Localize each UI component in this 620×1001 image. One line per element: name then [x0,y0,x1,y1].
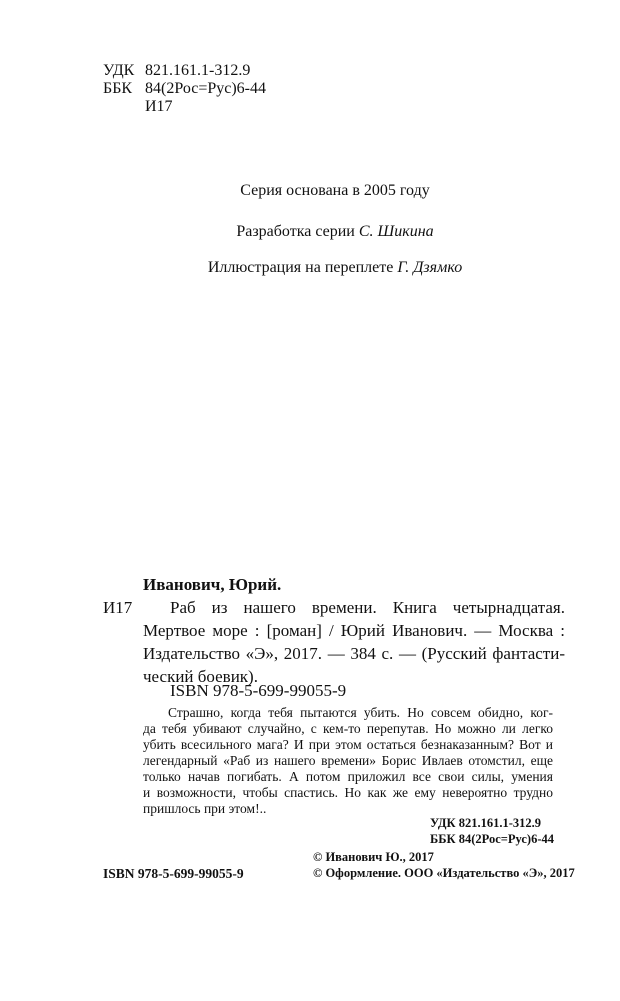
annotation-line: убить всесильного мага? И при этом остаться безнаказанным? Вот и [143,737,553,752]
illustration-name: Г. Дзямко [397,259,463,276]
catalog-line: Раб из нашего времени. Книга четырнадцатая. [170,598,565,617]
bbk-code: 84(2Рос=Рус)6-44 [145,80,267,97]
catalog-line: Мертвое море : [роман] / Юрий Иванович. — Москва : [143,621,565,640]
development-name: С. Шикина [358,223,434,240]
annotation-line: и возможности, чтобы спастись. Но как же ему невероятно трудно [143,785,553,800]
cover-illustration [0,259,620,277]
annotation-line: Страшно, когда тебя пытаются убить. Но совсем обидно, ког- [168,705,553,720]
copyright-author: © Иванович Ю., 2017 [313,850,434,864]
catalog-line: Издательство «Э», 2017. — 384 с. — (Русский фантасти- [143,644,565,663]
annotation-line: только начав погибать. А потом приложил все свои силы, умения [143,769,553,784]
series-founded: Серия основана в 2005 году [240,182,430,199]
copyright-design: © Оформление. ООО «Издательство «Э», 2017 [313,866,575,880]
annotation-bbk: ББК 84(2Рос=Рус)6-44 [430,832,554,846]
udk-line [103,62,250,80]
annotation-line: да тебя убивают случайно, с кем-то перепутав. Но можно ли легко [143,721,553,736]
catalog-mark: И17 [103,598,133,617]
bbk-line [103,80,266,98]
udk-code: 821.161.1-312.9 [145,62,251,79]
author-mark: И17 [145,98,173,115]
catalog-line: ческий боевик). [143,667,258,686]
udk-label: УДК [103,62,135,79]
development-label: Разработка серии [236,223,355,240]
annotation-line: легендарный «Раб из нашего времени» Борис Ивлаев отомстил, еще [143,753,553,768]
annotation-line: пришлось при этом!.. [143,801,267,816]
series-development [0,223,620,241]
illustration-label: Иллюстрация на переплете [207,259,394,276]
catalog-author: Иванович, Юрий. [143,575,282,594]
bbk-label: ББК [103,80,133,97]
catalog-isbn: ISBN 978-5-699-99055-9 [170,681,347,700]
annotation-udk: УДК 821.161.1-312.9 [430,816,541,830]
footer-isbn: ISBN 978-5-699-99055-9 [103,866,244,881]
